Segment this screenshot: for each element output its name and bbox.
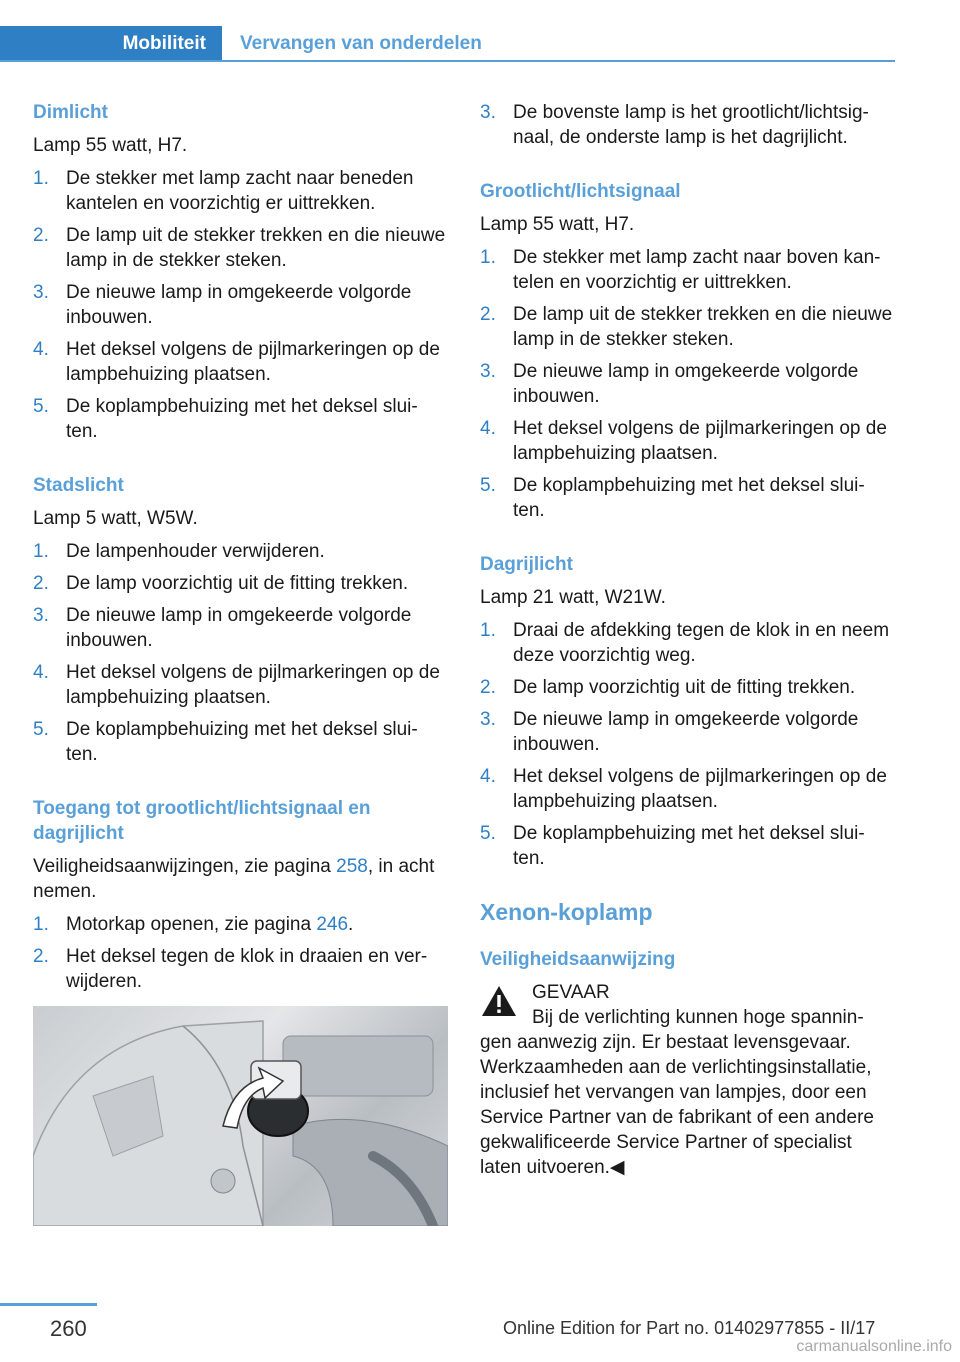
list-item: 1. De stekker met lamp zacht naar beneden kantelen en voorzichtig er uittrekken. bbox=[33, 168, 414, 214]
heading-stadslicht: Stadslicht bbox=[33, 475, 124, 496]
list-item: 5. De koplampbehuizing met het deksel slui‐ten. bbox=[33, 719, 418, 765]
list-item: 1. De lampenhouder verwijderen. bbox=[33, 541, 325, 562]
warning-triangle-icon bbox=[480, 984, 518, 1018]
header-rule bbox=[0, 60, 895, 62]
list-item: 2. Het deksel tegen de klok in draaien en ver‐wijderen. bbox=[33, 946, 428, 992]
heading-xenon-koplamp: Xenon-koplamp bbox=[480, 899, 653, 925]
heading-veiligheidsaanwijzing: Veiligheidsaanwijzing bbox=[480, 949, 676, 970]
engine-bay-drawing bbox=[33, 1006, 448, 1226]
edition-text: Online Edition for Part no. 01402977855 - II/17 bbox=[503, 1318, 876, 1338]
grootlicht-steps bbox=[480, 245, 895, 523]
tab-vervangen-van-onderdelen[interactable]: Vervangen van onderdelen bbox=[240, 33, 482, 54]
watermark: carmanualsonline.info bbox=[796, 1338, 952, 1355]
tab-mobiliteit[interactable]: Mobiliteit bbox=[0, 26, 222, 62]
list-item: 2. De lamp voorzichtig uit de fitting trekken. bbox=[33, 573, 409, 594]
list-item: 3. De nieuwe lamp in omgekeerde volgorde inbouwen. bbox=[480, 361, 859, 407]
toegang-steps-continued bbox=[480, 100, 895, 150]
engine-bay-illustration bbox=[33, 1006, 448, 1226]
dimlicht-lamp-spec: Lamp 55 watt, H7. bbox=[33, 135, 188, 156]
footer-rule bbox=[0, 1303, 97, 1306]
grootlicht-lamp-spec: Lamp 55 watt, H7. bbox=[480, 214, 635, 235]
stadslicht-steps bbox=[33, 539, 448, 767]
dagrijlicht-steps bbox=[480, 618, 895, 871]
heading-dagrijlicht: Dagrijlicht bbox=[480, 554, 573, 575]
header-bar bbox=[0, 26, 895, 62]
heading-grootlicht: Grootlicht/lichtsignaal bbox=[480, 181, 681, 202]
list-item: 3. De bovenste lamp is het grootlicht/lichtsig‐naal, de onderste lamp is het dagrijlicht. bbox=[480, 102, 869, 148]
list-item: 5. De koplampbehuizing met het deksel slui‐ten. bbox=[480, 475, 865, 521]
list-item: 1. Motorkap openen, zie pagina 246. bbox=[33, 914, 354, 935]
dagrijlicht-lamp-spec: Lamp 21 watt, W21W. bbox=[480, 587, 666, 608]
page-number: 260 bbox=[50, 1316, 87, 1341]
left-column bbox=[33, 100, 448, 1226]
right-column bbox=[480, 100, 895, 1180]
page-link-246[interactable]: 246 bbox=[316, 914, 349, 935]
stadslicht-lamp-spec: Lamp 5 watt, W5W. bbox=[33, 508, 198, 529]
dimlicht-steps bbox=[33, 166, 448, 444]
list-item: 5. De koplampbehuizing met het deksel slui‐ten. bbox=[33, 396, 418, 442]
list-item: 3. De nieuwe lamp in omgekeerde volgorde inbouwen. bbox=[33, 282, 412, 328]
list-item: 1. De stekker met lamp zacht naar boven kan‐telen en voorzichtig er uittrekken. bbox=[480, 247, 881, 293]
danger-label: GEVAAR bbox=[532, 982, 610, 1003]
list-item: 4. Het deksel volgens de pijlmarkeringen op de lampbehuizing plaatsen. bbox=[33, 662, 440, 708]
list-item: 3. De nieuwe lamp in omgekeerde volgorde inbouwen. bbox=[33, 605, 412, 651]
list-item: 2. De lamp uit de stekker trekken en die nieuwe lamp in de stekker steken. bbox=[480, 304, 893, 350]
list-item: 4. Het deksel volgens de pijlmarkeringen op de lampbehuizing plaatsen. bbox=[480, 418, 887, 464]
list-item: 4. Het deksel volgens de pijlmarkeringen op de lampbehuizing plaatsen. bbox=[33, 339, 440, 385]
heading-toegang: Toegang tot grootlicht/lichtsignaal en dagrijlicht bbox=[33, 798, 371, 844]
heading-dimlicht: Dimlicht bbox=[33, 102, 108, 123]
list-item: 2. De lamp uit de stekker trekken en die nieuwe lamp in de stekker steken. bbox=[33, 225, 446, 271]
list-item: 2. De lamp voorzichtig uit de fitting trekken. bbox=[480, 677, 856, 698]
list-item: 4. Het deksel volgens de pijlmarkeringen op de lampbehuizing plaatsen. bbox=[480, 766, 887, 812]
toegang-steps bbox=[33, 912, 448, 994]
danger-text: Bij de verlichting kunnen hoge spannin‐gen aanwezig zijn. Er bestaat levensgevaar. Werkzaamheden aan de verlichtingsinstallatie, inclusief het vervangen van lampjes, door een Service Partner van de fabrikant of een andere gekwalificeerde Service Partner of specialist laten uitvoeren.◀ bbox=[480, 1007, 874, 1178]
list-item: 5. De koplampbehuizing met het deksel slui‐ten. bbox=[480, 823, 865, 869]
toegang-intro: Veiligheidsaanwijzingen, zie pagina 258, in acht nemen. bbox=[33, 856, 435, 902]
list-item: 3. De nieuwe lamp in omgekeerde volgorde inbouwen. bbox=[480, 709, 859, 755]
list-item: 1. Draai de afdekking tegen de klok in en neem deze voorzichtig weg. bbox=[480, 620, 890, 666]
danger-notice bbox=[480, 980, 895, 1005]
page-link-258[interactable]: 258 bbox=[336, 856, 368, 877]
